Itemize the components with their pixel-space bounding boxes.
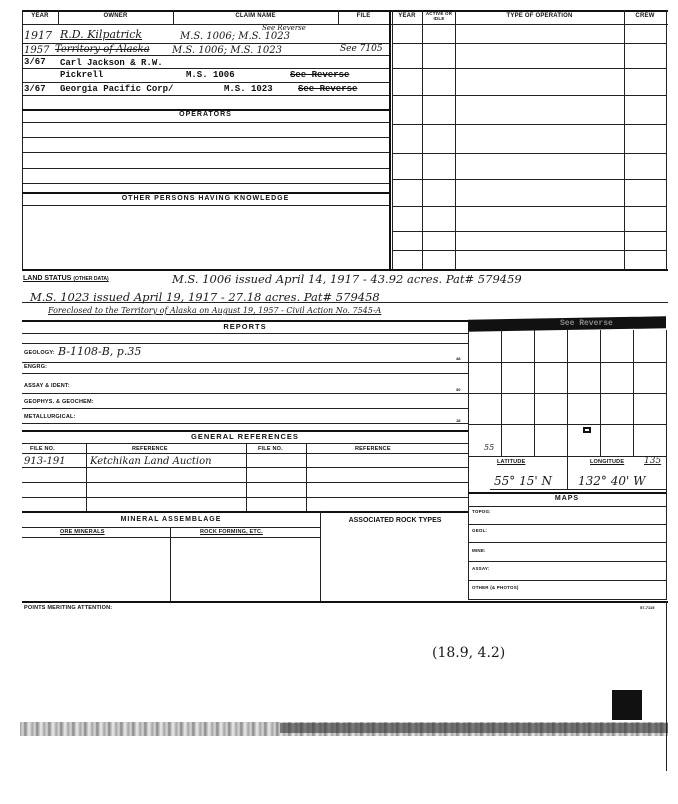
form-number: 57-7115 — [640, 605, 655, 610]
land-status-line-3: Foreclosed to the Territory of Alaska on August 19, 1957 - Civil Action No. 7545-A — [48, 306, 382, 315]
mineral-rock-label: ROCK FORMING, ETC. — [200, 529, 263, 535]
owner-2-name: Territory of Alaska — [55, 44, 150, 55]
ref-col-reference: REFERENCE — [132, 446, 168, 452]
reports-title: REPORTS — [223, 322, 267, 331]
coords-note: (18.9, 4.2) — [432, 645, 506, 661]
geology-label: GEOLOGY: — [24, 350, 55, 356]
owner-1-note: See Reverse — [262, 24, 306, 32]
latitude-label: LATITUDE — [497, 459, 526, 465]
maps-geol: GEOL: — [472, 528, 488, 533]
owner-1-claim: M.S. 1006; M.S. 1023 — [180, 31, 290, 42]
col-file: FILE — [356, 13, 371, 19]
owner-1-year: 1917 — [24, 29, 52, 42]
geology-value: B-1108-B, p.35 — [58, 345, 142, 358]
dark-block — [612, 690, 642, 720]
owner-3-claim: M.S. 1006 — [186, 70, 235, 80]
ref-row-1-reference: Ketchikan Land Auction — [90, 456, 212, 467]
longitude-value: 132° 40' W — [578, 474, 646, 488]
ref-col-file-no: FILE NO. — [30, 446, 55, 452]
maps-other: OTHER (& PHOTOS) — [472, 585, 519, 590]
longitude-label: LONGITUDE — [590, 459, 625, 465]
longitude-note: 135 — [644, 456, 662, 466]
col-year-2: YEAR — [398, 13, 416, 19]
land-status-sub: (OTHER DATA) — [73, 276, 109, 282]
owner-3-note: See Reverse — [290, 70, 350, 80]
owner-4-name: Georgia Pacific Corp/ — [60, 84, 174, 94]
points-label: POINTS MERITING ATTENTION: — [24, 605, 113, 611]
associated-rock-types: ASSOCIATED ROCK TYPES — [348, 517, 442, 524]
ref-col-reference-2: REFERENCE — [355, 446, 391, 452]
land-status-line-1: M.S. 1006 issued April 14, 1917 - 43.92 acres. Pat# 579459 — [172, 272, 522, 286]
ref-col-file-no-2: FILE NO. — [258, 446, 283, 452]
col-claim-name: CLAIM NAME — [235, 13, 276, 19]
geophys-label: GEOPHYS. & GEOCHEM: — [24, 399, 94, 405]
col-type-of-operation: TYPE OF OPERATION — [506, 13, 573, 19]
col-crew: CREW — [635, 13, 655, 19]
owner-1-name: R.D. Kilpatrick — [60, 28, 143, 41]
grid-corner-label: 55 — [484, 443, 495, 452]
grid-row-18: 18 — [456, 418, 461, 423]
owner-2-claim: M.S. 1006; M.S. 1023 — [172, 45, 282, 56]
owner-4-claim: M.S. 1023 — [224, 84, 273, 94]
land-status-line-2: M.S. 1023 issued April 19, 1917 - 27.18 acres. Pat# 579458 — [30, 290, 380, 304]
maps-mine: MINE: — [472, 548, 486, 553]
col-owner: OWNER — [103, 13, 128, 19]
maps-topog: TOPOG: — [472, 509, 491, 514]
grid-row-30: 30 — [456, 387, 461, 392]
knowledge-title: OTHER PERSONS HAVING KNOWLEDGE — [121, 195, 290, 202]
grid-see-reverse: See Reverse — [560, 319, 613, 328]
ref-row-1-file: 913-191 — [24, 456, 66, 467]
metallurgical-label: METALLURGICAL: — [24, 414, 76, 420]
location-marker — [583, 427, 591, 433]
assay-label: ASSAY & IDENT: — [24, 383, 70, 389]
owner-3-name: Carl Jackson & R.W. Pickrell — [60, 58, 163, 80]
land-status-label: LAND STATUS — [23, 275, 72, 282]
grid-row-48: 48 — [456, 356, 461, 361]
scan-noise-dark — [280, 723, 668, 733]
latitude-value: 55° 15' N — [494, 474, 552, 488]
operators-title: OPERATORS — [179, 111, 232, 118]
col-year: YEAR — [31, 13, 49, 19]
owner-2-file: See 7105 — [340, 44, 383, 54]
engrg-label: ENGRG: — [24, 364, 48, 370]
maps-title: MAPS — [554, 495, 580, 502]
maps-assay: ASSAY: — [472, 566, 490, 571]
owner-3-year: 3/67 — [24, 57, 46, 67]
mineral-title: MINERAL ASSEMBLAGE — [120, 516, 222, 523]
col-active-idle: ACTIVE OR IDLE — [425, 11, 453, 21]
mineral-ore-label: ORE MINERALS — [60, 529, 105, 535]
owner-2-year: 1957 — [24, 45, 50, 56]
general-references-title: GENERAL REFERENCES — [191, 432, 299, 441]
owner-4-note: See Reverse — [298, 84, 358, 94]
owner-4-year: 3/67 — [24, 84, 46, 94]
